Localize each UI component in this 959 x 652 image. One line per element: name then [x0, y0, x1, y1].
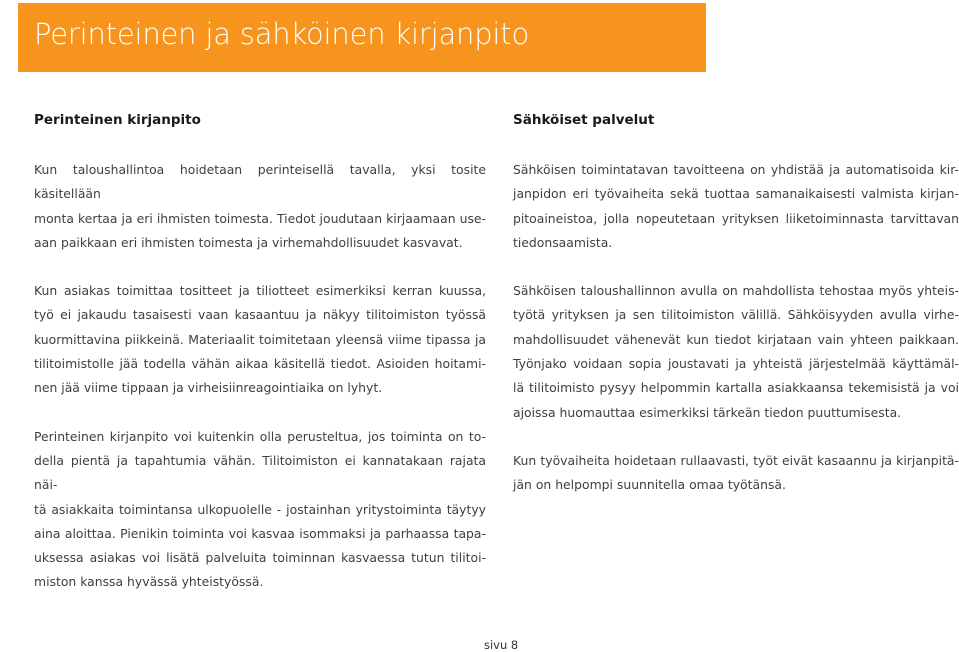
text-line: uksessa asiakas voi lisätä palveluita toiminnan kasvaessa tutun tilitoi- — [34, 550, 486, 566]
paragraph — [34, 158, 486, 255]
text-line: tä asiakkaita toimintansa ulkopuolelle - jostainhan yritystoiminta täytyy — [34, 501, 486, 517]
text-line: tiedonsaamista. — [513, 234, 613, 250]
right-column-body — [513, 158, 959, 498]
page-number: sivu 8 — [484, 638, 519, 652]
text-line: tilitoimistolle jää todella vähän aikaa käsitellä tiedot. Asioiden hoitami- — [34, 356, 486, 372]
text-line: Kun asiakas toimittaa tositteet ja tiliotteet esimerkiksi kerran kuussa, — [34, 283, 486, 299]
text-line: miston kanssa hyvässä yhteistyössä. — [34, 574, 264, 590]
text-line: janpidon eri työvaiheita sekä tuottaa samanaikaisesti valmista kirjan- — [513, 186, 959, 202]
text-line: pitoaineistoa, jolla nopeutetaan yrityksen liiketoiminnasta tarvittavan — [513, 210, 959, 226]
text-line: aina aloittaa. Pienikin toiminta voi kasvaa isommaksi ja parhaassa tapa- — [34, 525, 486, 541]
text-line: jän on helpompi suunnitella omaa työtänsä. — [513, 477, 786, 493]
title-banner — [18, 3, 706, 72]
text-line: Kun työvaiheita hoidetaan rullaavasti, työt eivät kasaannu ja kirjanpitä- — [513, 452, 959, 468]
paragraph — [34, 279, 486, 400]
text-line: ajoissa huomauttaa esimerkiksi tärkeän tiedon puuttumisesta. — [513, 404, 902, 420]
text-line: Sähköisen taloushallinnon avulla on mahdollista tehostaa myös yhteis- — [513, 283, 959, 299]
text-line: Perinteinen kirjanpito voi kuitenkin olla perusteltua, jos toiminta on to- — [34, 428, 486, 444]
right-column-heading: Sähköiset palvelut — [513, 112, 655, 128]
page-title: Perinteinen ja sähköinen kirjanpito — [34, 17, 529, 51]
paragraph-gap — [34, 401, 486, 425]
text-line: Työnjako voidaan sopia joustavati ja yhteistä järjestelmää käyttämäl- — [513, 356, 959, 372]
paragraph — [513, 158, 959, 255]
text-line: lä tilitoimisto pysyy helpommin kartalla asiakkaansa tekemisistä ja voi — [513, 380, 959, 396]
paragraph — [34, 425, 486, 595]
paragraph — [513, 449, 959, 498]
left-column-heading: Perinteinen kirjanpito — [34, 112, 201, 128]
right-column — [513, 110, 959, 498]
text-line: Kun taloushallintoa hoidetaan perinteisellä tavalla, yksi tosite käsitellään — [34, 162, 486, 202]
paragraph-gap — [34, 255, 486, 279]
paragraph-gap — [513, 425, 959, 449]
text-line: työ ei jakaudu tasaisesti vaan kasaantuu ja näkyy tilitoimiston työssä — [34, 307, 486, 323]
text-line: della pientä ja tapahtumia vähän. Tilitoimiston ei kannatakaan rajata näi- — [34, 452, 486, 493]
text-line: mahdollisuudet vähenevät kun tiedot kirjataan vain yhteen paikkaan. — [513, 331, 959, 347]
text-line: aan paikkaan eri ihmisten toimesta ja virhemahdollisuudet kasvavat. — [34, 234, 463, 250]
text-line: työtä yrityksen ja sen tilitoimiston välillä. Sähköisyyden avulla virhe- — [513, 307, 959, 323]
text-line: monta kertaa ja eri ihmisten toimesta. Tiedot joudutaan kirjaamaan use- — [34, 210, 486, 226]
paragraph — [513, 279, 959, 425]
paragraph-gap — [513, 255, 959, 279]
text-line: kuormittavina piikkeinä. Materiaalit toimitetaan yleensä viime tipassa ja — [34, 331, 486, 347]
left-column-body — [34, 158, 486, 595]
text-line: nen jää viime tippaan ja virheisiinreagointiaika on lyhyt. — [34, 380, 383, 396]
left-column — [34, 110, 486, 595]
text-line: Sähköisen toimintatavan tavoitteena on yhdistää ja automatisoida kir- — [513, 162, 959, 177]
